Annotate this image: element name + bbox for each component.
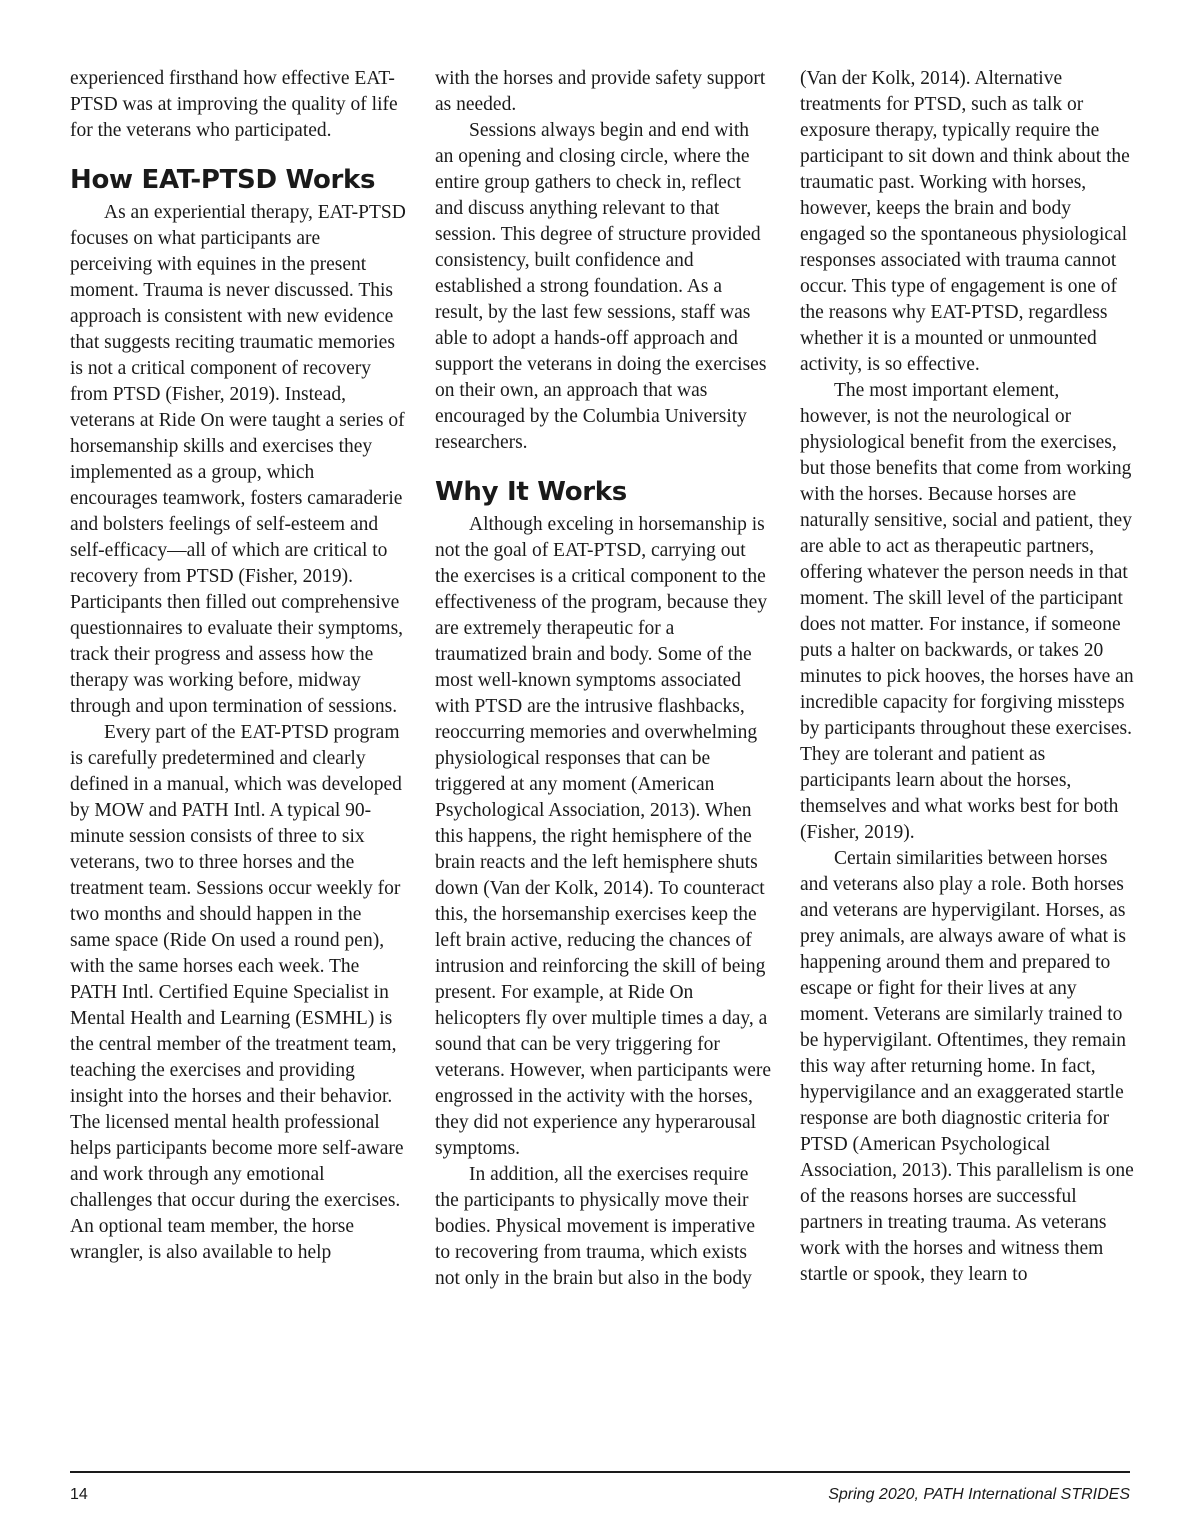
- paragraph: In addition, all the exercises require the participants to physically move their bodies. Physical movement is imperative to recovering from trauma, which exists not only in the brain but also in the body: [435, 1164, 756, 1289]
- section-heading-why-it-works: Why It Works: [435, 477, 627, 507]
- paragraph: Every part of the EAT-PTSD program is carefully predetermined and clearly defined in a manual, which was developed by MOW and PATH Intl. A typical 90-minute session consists of three to six veterans, two to three horses and the treatment team. Sessions occur weekly for two months and should happen in the same space (Ride On used a round pen), with the same horses each week. The PATH Intl. Certified Equine Specialist in Mental Health and Learning (ESMHL) is the central member of the treatment team, teaching the exercises and providing insight into the horses and their behavior. The licensed mental health professional helps participants become more self-aware and work through any emotional challenges that occur during the exercises. An optional team member, the horse wrangler, is also available to help: [70, 722, 404, 1263]
- paragraph: Although exceling in horsemanship is not the goal of EAT-PTSD, carrying out the exercises is a critical component to the effectiveness of the program, because they are extremely therapeutic for a traumatized brain and body. Some of the most well-known symptoms associated with PTSD are the intrusive flashbacks, reoccurring memories and overwhelming physiological responses that can be triggered at any moment (American Psychological Association, 2013). When this happens, the right hemisphere of the brain reacts and the left hemisphere shuts down (Van der Kolk, 2014). To counteract this, the horsemanship exercises keep the left brain active, reducing the chances of intrusion and reinforcing the skill of being present. For example, at Ride On helicopters fly over multiple times a day, a sound that can be very triggering for veterans. However, when participants were engrossed in the activity with the horses, they did not experience any hyperarousal symptoms.: [435, 514, 771, 1159]
- paragraph: As an experiential therapy, EAT-PTSD focuses on what participants are perceiving with equines in the present moment. Trauma is never discussed. This approach is consistent with new evidence that suggests reciting traumatic memories is not a critical component of recovery from PTSD (Fisher, 2019). Instead, veterans at Ride On were taught a series of horsemanship skills and exercises they implemented as a group, which encourages teamwork, fosters camaraderie and bolsters feelings of self-esteem and self-efficacy—all of which are critical to recovery from PTSD (Fisher, 2019). Participants then filled out comprehensive questionnaires to evaluate their symptoms, track their progress and assess how the therapy was working before, midway through and upon termination of sessions.: [70, 202, 406, 717]
- column-1: [70, 66, 406, 1266]
- paragraph: Certain similarities between horses and veterans also play a role. Both horses and veterans are hypervigilant. Horses, as prey animals, are always aware of what is happening around them and prepared to escape or fight for their lives at any moment. Veterans are similarly trained to be hypervigilant. Oftentimes, they remain this way after returning home. In fact, hypervigilance and an exaggerated startle response are both diagnostic criteria for PTSD (American Psychological Association, 2013). This parallelism is one of the reasons horses are successful partners in treating trauma. As veterans work with the horses and witness them startle or spook, they learn to: [800, 848, 1134, 1285]
- column-2: [435, 66, 771, 1292]
- paragraph: experienced firsthand how effective EAT-PTSD was at improving the quality of life for the veterans who participated.: [70, 68, 398, 141]
- paragraph: The most important element, however, is not the neurological or physiological benefit from the exercises, but those benefits that come from working with the horses. Because horses are naturally sensitive, social and patient, they are able to act as therapeutic partners, offering whatever the person needs in that moment. The skill level of the participant does not matter. For instance, if someone puts a halter on backwards, or takes 20 minutes to pick hooves, the horses have an incredible capacity for forgiving missteps by participants throughout these exercises. They are tolerant and patient as participants learn about the horses, themselves and what works best for both (Fisher, 2019).: [800, 380, 1134, 843]
- running-footer-title: Spring 2020, PATH International STRIDES: [828, 1486, 1130, 1503]
- column-3: [800, 66, 1135, 1288]
- footer-rule: [70, 1471, 1130, 1473]
- page-number: 14: [70, 1486, 88, 1503]
- paragraph: with the horses and provide safety support as needed.: [435, 68, 766, 115]
- paragraph: Sessions always begin and end with an opening and closing circle, where the entire group gathers to check in, reflect and discuss anything relevant to that session. This degree of structure provided consistency, built confidence and established a strong foundation. As a result, by the last few sessions, staff was able to adopt a hands-off approach and support the veterans in doing the exercises on their own, an approach that was encouraged by the Columbia University researchers.: [435, 120, 767, 453]
- section-heading-how-eat-ptsd-works: How EAT-PTSD Works: [70, 165, 376, 195]
- paragraph: (Van der Kolk, 2014). Alternative treatments for PTSD, such as talk or exposure therapy, typically require the participant to sit down and think about the traumatic past. Working with horses, however, keeps the brain and body engaged so the spontaneous physiological responses associated with trauma cannot occur. This type of engagement is one of the reasons why EAT-PTSD, regardless whether it is a mounted or unmounted activity, is so effective.: [800, 68, 1130, 375]
